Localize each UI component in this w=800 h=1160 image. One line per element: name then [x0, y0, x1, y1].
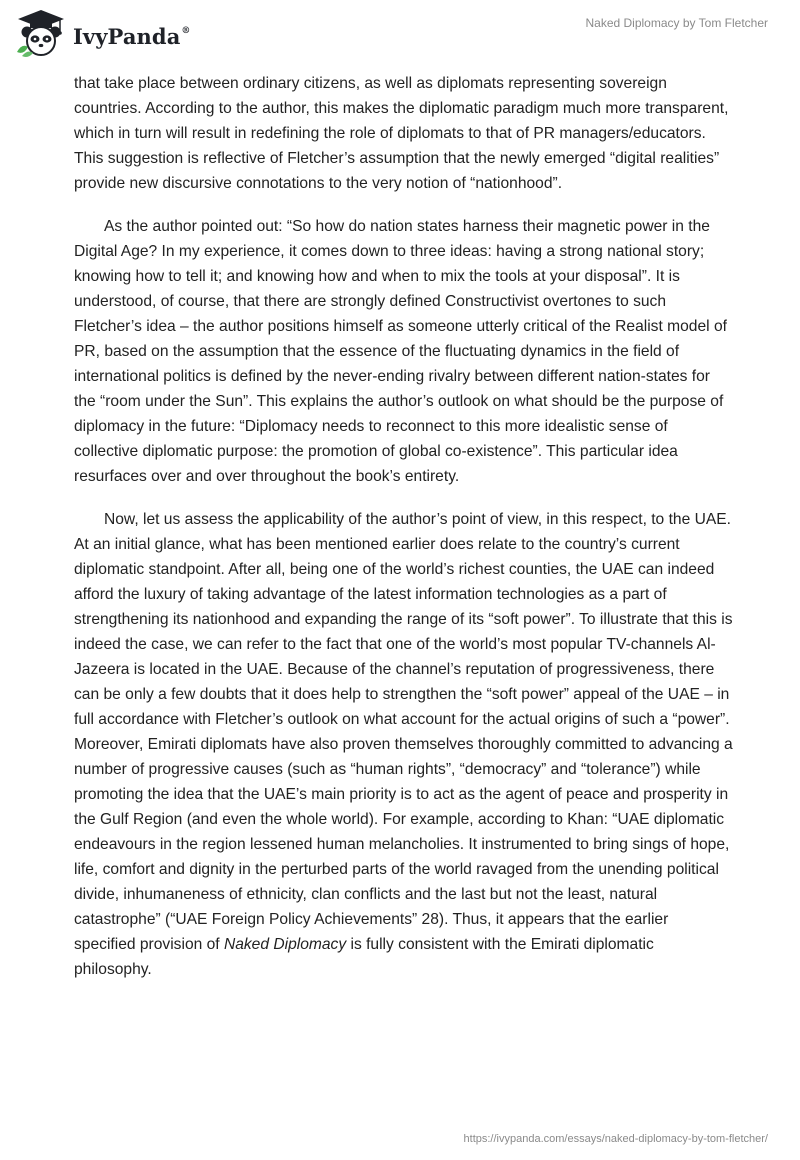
paragraph-3-end: is fully consistent with the Emirati diplomatic philosophy. — [74, 936, 654, 978]
panda-graduate-icon — [14, 8, 68, 58]
ivypanda-logo[interactable] — [14, 8, 191, 58]
brand-name-text: IvyPanda — [73, 23, 181, 49]
paragraph-2: As the author pointed out: “So how do nation states harness their magnetic power in the Digital Age? In my experience, it comes down to three ideas: having a strong national story; knowing how to tell it; and knowing how and when to mix the tools at your disposal”. It is understood, of course, that there are strongly defined Constructivist overtones to such Fletcher’s idea – the author positions himself as someone utterly critical of the Realist model of PR, based on the assumption that the essence of the fluctuating dynamics in the field of international politics is defined by the never-ending rivalry between different nation-states for the “room under the Sun”. This explains the author’s outlook on what should be the purpose of diplomacy in the future: “Diplomacy needs to reconnect to this more idealistic sense of collective diplomatic purpose: the promotion of global co-existence”. This particular idea resurfaces over and over throughout the book’s entirety. — [74, 218, 727, 485]
essay-body — [74, 71, 734, 1000]
brand-name — [73, 24, 191, 49]
book-title-italic: Naked Diplomacy — [223, 936, 347, 953]
document-title: Naked Diplomacy by Tom Fletcher — [585, 16, 768, 30]
paragraph-3-main: Now, let us assess the applicability of the author’s point of view, in this respect, to the UAE. At an initial glance, what has been mentioned earlier does relate to the country’s current diplomatic standpoint. After all, being one of the world’s richest counties, the UAE can indeed afford the luxury of taking advantage of the latest information technologies as a part of strengthening its nationhood and expanding the range of its “soft power”. To illustrate that this is indeed the case, we can refer to the fact that one of the world’s most popular TV-channels Al-Jazeera is located in the UAE. Because of the channel’s reputation of progressiveness, there can be only a few doubts that it does help to strengthen the “soft power” appeal of the UAE – in full accordance with Fletcher’s outlook on what account for the actual origins of such a “power”. Moreover, Emirati diplomats have also proven themselves thoroughly committed to advancing a number of progressive causes (such as “human rights”, “democracy” and “tolerance”) while promoting the idea that the UAE’s main priority is to act as the agent of peace and prosperity in the Gulf Region (and even the whole world). For example, according to Khan: “UAE diplomatic endeavours in the region lessened human melancholies. It instrumented to bring sings of hope, life, comfort and dignity in the perturbed parts of the world ravaged from the unending political divide, inhumaneness of ethnicity, clan conflicts and the last but not the least, natural catastrophe” (“UAE Foreign Policy Achievements” 28). Thus, it appears that the earlier specified provision of — [74, 511, 733, 953]
page-header — [0, 0, 800, 60]
source-url[interactable]: https://ivypanda.com/essays/naked-diplomacy-by-tom-fletcher/ — [463, 1133, 768, 1145]
paragraph-3 — [74, 507, 734, 982]
paragraph-1: that take place between ordinary citizens, as well as diplomats representing sovereign countries. According to the author, this makes the diplomatic paradigm much more transparent, which in turn will result in redefining the role of diplomats to that of PR managers/educators. This suggestion is reflective of Fletcher’s assumption that the newly emerged “digital realities” provide new discursive connotations to the very notion of “nationhood”. — [74, 75, 729, 192]
registered-mark: ® — [181, 25, 191, 36]
